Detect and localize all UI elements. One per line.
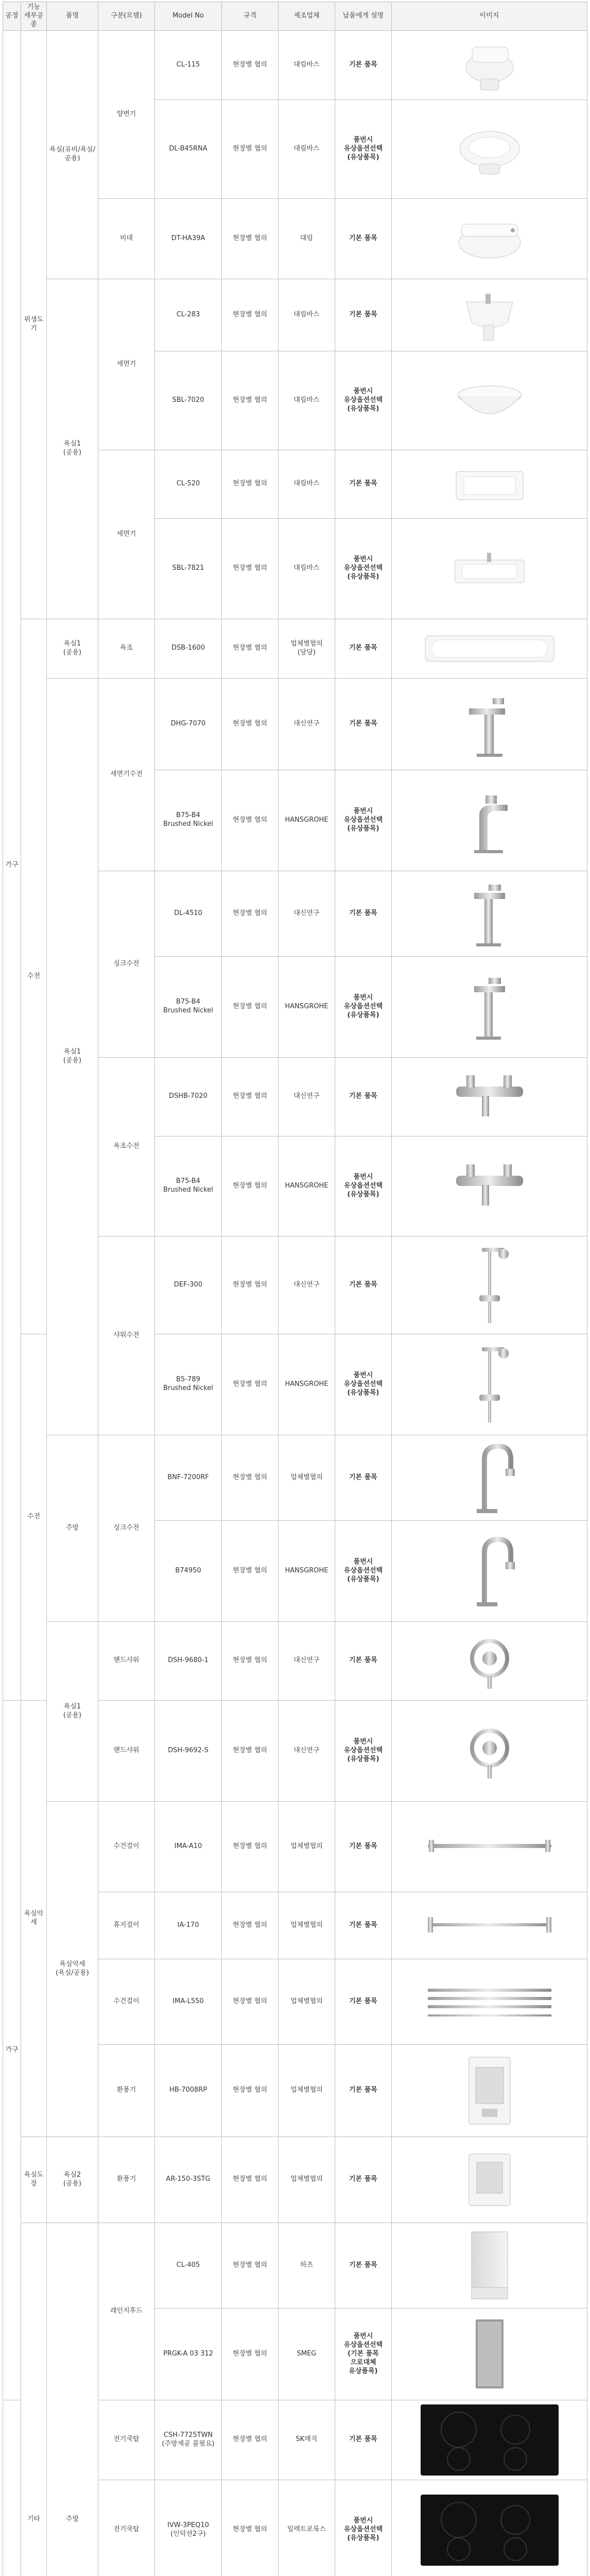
spec-cell: 현장별 협의 (222, 99, 279, 198)
category-cell: 환풍기 (98, 2137, 155, 2223)
finish-cell: 기본 품목 (335, 30, 392, 99)
model-no-cell: CSH-7725TWN (주방제공 불필요) (155, 2400, 222, 2480)
basin-image (393, 286, 585, 343)
work-type-cell: 위생도기 (21, 30, 47, 619)
col-header: 기능 세부공종 (21, 2, 47, 31)
faucet-tall-image (393, 877, 585, 950)
image-cell (392, 198, 587, 279)
finish-cell: 품번시 유상옵션선택 (유상품목) (335, 99, 392, 198)
work-type-cell: 수전 (21, 619, 47, 1334)
category-cell: 욕조수전 (98, 1057, 155, 1236)
table-row (3, 30, 587, 99)
spec-cell: 현장별 협의 (222, 678, 279, 770)
maker-cell: 대신연구 (279, 871, 335, 956)
maker-cell: 업체별협의 (당당) (279, 619, 335, 678)
spec-cell: 현장별 협의 (222, 2044, 279, 2137)
image-cell (392, 2480, 587, 2576)
image-cell (392, 2137, 587, 2223)
maker-cell: HANSGROHE (279, 770, 335, 871)
image-cell (392, 1136, 587, 1236)
maker-cell: 업체별협의 (279, 1801, 335, 1892)
col-header: 납품에게 설명 (335, 2, 392, 31)
spec-cell: 현장별 협의 (222, 351, 279, 450)
towel-bar-image (393, 1834, 585, 1859)
image-cell (392, 1621, 587, 1700)
maker-cell: 대신연구 (279, 678, 335, 770)
hand-shower-image (393, 1630, 585, 1692)
wall-panel-small-image (393, 2149, 585, 2211)
image-cell (392, 2044, 587, 2137)
process-cell (3, 2400, 21, 2576)
spec-cell: 현장별 협의 (222, 30, 279, 99)
model-no-cell: B75-B4 Brushed Nickel (155, 1136, 222, 1236)
category-cell: 양변기 (98, 30, 155, 198)
model-no-cell: BNF-7200RF (155, 1435, 222, 1520)
table-row (3, 678, 587, 770)
spec-cell: 현장별 협의 (222, 2400, 279, 2480)
spec-cell: 현장별 협의 (222, 1236, 279, 1334)
category-cell: 환풍기 (98, 2044, 155, 2137)
maker-cell: 업체별협의 (279, 1892, 335, 1959)
maker-cell: HANSGROHE (279, 956, 335, 1057)
image-cell (392, 871, 587, 956)
model-no-cell: CL-115 (155, 30, 222, 99)
maker-cell: 하츠 (279, 2223, 335, 2308)
spec-cell: 현장별 협의 (222, 1136, 279, 1236)
process-cell: 가구 (3, 30, 21, 1700)
spec-cell: 현장별 협의 (222, 518, 279, 619)
work-type-cell: 욕실악세 (21, 1700, 47, 2137)
table-row (3, 2137, 587, 2223)
spec-cell: 현장별 협의 (222, 619, 279, 678)
image-cell (392, 2400, 587, 2480)
category-cell: 세면기 (98, 279, 155, 450)
model-no-cell: B5-789 Brushed Nickel (155, 1334, 222, 1435)
spec-cell: 현장별 협의 (222, 2308, 279, 2400)
spec-table (3, 2, 587, 2576)
maker-cell: 대신연구 (279, 1700, 335, 1801)
spec-cell: 현장별 협의 (222, 2223, 279, 2308)
model-no-cell: B75-B4 Brushed Nickel (155, 770, 222, 871)
spec-cell: 현장별 협의 (222, 2137, 279, 2223)
model-no-cell: SBL-7821 (155, 518, 222, 619)
finish-cell: 기본 품목 (335, 1892, 392, 1959)
finish-cell: 품번시 유상옵션선택 (유상품목) (335, 956, 392, 1057)
finish-cell: 품번시 유상옵션선택 (유상품목) (335, 770, 392, 871)
model-no-cell: DHG-7070 (155, 678, 222, 770)
spec-cell: 현장별 협의 (222, 1700, 279, 1801)
category-cell: 핸드샤워 (98, 1621, 155, 1700)
table-row (3, 279, 587, 351)
image-cell (392, 1057, 587, 1136)
toilet-image (393, 37, 585, 93)
finish-cell: 기본 품목 (335, 279, 392, 351)
spec-cell: 현장별 협의 (222, 956, 279, 1057)
tall-faucet-image (393, 688, 585, 760)
maker-cell: HANSGROHE (279, 1334, 335, 1435)
image-cell (392, 956, 587, 1057)
image-cell (392, 678, 587, 770)
model-no-cell: DSB-1600 (155, 619, 222, 678)
model-no-cell: CL-405 (155, 2223, 222, 2308)
work-type-cell: 기타 (21, 2223, 47, 2576)
finish-cell: 기본 품목 (335, 2400, 392, 2480)
shower-column-image (393, 1343, 585, 1426)
finish-cell: 기본 품목 (335, 2137, 392, 2223)
spec-cell: 현장별 협의 (222, 1334, 279, 1435)
image-cell (392, 2223, 587, 2308)
finish-cell: 품번시 유상옵션선택 (유상품목) (335, 1334, 392, 1435)
model-no-cell: B75-B4 Brushed Nickel (155, 956, 222, 1057)
maker-cell: 대신연구 (279, 1236, 335, 1334)
maker-cell: 업체별협의 (279, 1959, 335, 2044)
image-cell (392, 351, 587, 450)
maker-cell: HANSGROHE (279, 1136, 335, 1236)
finish-cell: 품번시 유상옵션선택 (유상품목) (335, 1136, 392, 1236)
faucet-tall-image (393, 971, 585, 1043)
faucet-short-image (393, 784, 585, 856)
model-no-cell: IMA-A10 (155, 1801, 222, 1892)
spec-cell: 현장별 협의 (222, 1959, 279, 2044)
maker-cell: SMEG (279, 2308, 335, 2400)
col-header: 구분(모델) (98, 2, 155, 31)
cooktop-image (393, 2401, 585, 2479)
maker-cell: 대림 (279, 198, 335, 279)
image-cell (392, 2308, 587, 2400)
finish-cell: 기본 품목 (335, 2044, 392, 2137)
finish-cell: 기본 품목 (335, 1621, 392, 1700)
image-cell (392, 1959, 587, 2044)
image-cell (392, 1435, 587, 1520)
finish-cell: 기본 품목 (335, 1236, 392, 1334)
model-no-cell: DSHB-7020 (155, 1057, 222, 1136)
range-hood-image (393, 2227, 585, 2304)
towel-rail-image (393, 1910, 585, 1941)
model-no-cell: PRGK-A 03 312 (155, 2308, 222, 2400)
bath-mixer-image (393, 1155, 585, 1217)
smart-toilet-image (393, 121, 585, 177)
col-header: 공정 (3, 2, 21, 31)
towel-shelf-image (393, 1978, 585, 2025)
work-type-cell: 욕실도장 (21, 2137, 47, 2223)
image-cell (392, 99, 587, 198)
category-cell: 전기쿡탑 (98, 2480, 155, 2576)
finish-cell: 기본 품목 (335, 1959, 392, 2044)
maker-cell: 업체별협의 (279, 2137, 335, 2223)
image-cell (392, 1236, 587, 1334)
item-cell: 욕실1 (공용) (47, 279, 98, 619)
item-cell: 욕실2 (공용) (47, 2137, 98, 2223)
hand-shower-image (393, 1720, 585, 1782)
model-no-cell: DL-B45RNA (155, 99, 222, 198)
item-cell: 주방 (47, 2223, 98, 2576)
spec-cell: 현장별 협의 (222, 871, 279, 956)
finish-cell: 품번시 유상옵션선택 (기본 품목 으로대체 유상품목) (335, 2308, 392, 2400)
maker-cell: SK매직 (279, 2400, 335, 2480)
col-header: 이미지 (392, 2, 587, 31)
model-no-cell: B74950 (155, 1520, 222, 1621)
col-header: 제조업체 (279, 2, 335, 31)
maker-cell: 대신연구 (279, 1057, 335, 1136)
category-cell: 샤워수전 (98, 1236, 155, 1435)
col-header: Model No (155, 2, 222, 31)
category-cell: 레인지후드 (98, 2223, 155, 2400)
item-cell: 욕실1 (공용) (47, 678, 98, 1435)
kitchen-faucet-image (393, 1439, 585, 1516)
table-row (3, 1801, 587, 1892)
image-cell (392, 1892, 587, 1959)
maker-cell: 대림바스 (279, 30, 335, 99)
item-cell: 욕실(유비/욕실/공용) (47, 30, 98, 279)
finish-cell: 기본 품목 (335, 2223, 392, 2308)
model-no-cell: DSH-9692-S (155, 1700, 222, 1801)
image-cell (392, 518, 587, 619)
spec-cell: 현장별 협의 (222, 770, 279, 871)
spec-cell: 현장별 협의 (222, 1057, 279, 1136)
spec-cell: 현장별 협의 (222, 198, 279, 279)
maker-cell: 대림바스 (279, 450, 335, 518)
bidet-image (393, 213, 585, 264)
basin-round-image (393, 375, 585, 426)
category-cell: 수건걸이 (98, 1959, 155, 2044)
finish-cell: 품번시 유상옵션선택 (유상품목) (335, 351, 392, 450)
maker-cell: 업체별협의 (279, 2044, 335, 2137)
model-no-cell: IMA-L550 (155, 1959, 222, 2044)
model-no-cell: DT-HA39A (155, 198, 222, 279)
finish-cell: 기본 품목 (335, 450, 392, 518)
category-cell: 욕조 (98, 619, 155, 678)
spec-cell: 현장별 협의 (222, 1520, 279, 1621)
finish-cell: 품번시 유상옵션선택 (유상품목) (335, 2480, 392, 2576)
model-no-cell: DL-4510 (155, 871, 222, 956)
col-header: 규격 (222, 2, 279, 31)
category-cell: 비데 (98, 198, 155, 279)
image-cell (392, 619, 587, 678)
finish-cell: 기본 품목 (335, 198, 392, 279)
image-cell (392, 450, 587, 518)
model-no-cell: IVW-3PEQ10 (인덕션2구) (155, 2480, 222, 2576)
image-cell (392, 279, 587, 351)
maker-cell: 대림바스 (279, 518, 335, 619)
spec-cell: 현장별 협의 (222, 279, 279, 351)
image-cell (392, 770, 587, 871)
model-no-cell: IA-170 (155, 1892, 222, 1959)
category-cell: 핸드샤워 (98, 1700, 155, 1801)
table-row (3, 1621, 587, 1700)
model-no-cell: HB-7008RP (155, 2044, 222, 2137)
image-cell (392, 1700, 587, 1801)
basin-square-image (393, 461, 585, 507)
finish-cell: 품번시 유상옵션선택 (유상품목) (335, 1700, 392, 1801)
item-cell: 욕실1 (공용) (47, 1621, 98, 1801)
table-row (3, 2223, 587, 2308)
kitchen-faucet-image (393, 1532, 585, 1609)
model-no-cell: AR-150-3STG (155, 2137, 222, 2223)
category-cell: 휴지걸이 (98, 1892, 155, 1959)
category-cell: 세면기 (98, 450, 155, 619)
wall-panel-image (393, 2052, 585, 2129)
table-row (3, 619, 587, 678)
model-no-cell: CL-283 (155, 279, 222, 351)
item-cell: 욕실1 (공용) (47, 619, 98, 678)
spec-cell: 현장별 협의 (222, 450, 279, 518)
basin-rect-image (393, 546, 585, 592)
model-no-cell: CL-520 (155, 450, 222, 518)
image-cell (392, 1520, 587, 1621)
bath-mixer-image (393, 1066, 585, 1128)
work-type-cell: 수전 (21, 1334, 47, 1700)
image-cell (392, 1334, 587, 1435)
spec-cell: 현장별 협의 (222, 2480, 279, 2576)
maker-cell: 대림바스 (279, 279, 335, 351)
category-cell: 세면기수전 (98, 678, 155, 871)
maker-cell: 일렉트로룩스 (279, 2480, 335, 2576)
maker-cell: HANSGROHE (279, 1520, 335, 1621)
category-cell: 수건걸이 (98, 1801, 155, 1892)
category-cell: 싱크수전 (98, 1435, 155, 1621)
item-cell: 주방 (47, 1435, 98, 1621)
category-cell: 전기쿡탑 (98, 2400, 155, 2480)
finish-cell: 품번시 유상옵션선택 (유상품목) (335, 1520, 392, 1621)
category-cell: 싱크수전 (98, 871, 155, 1057)
process-cell: 가구 (3, 1700, 21, 2400)
shower-column-image (393, 1244, 585, 1326)
spec-cell: 현장별 협의 (222, 1892, 279, 1959)
finish-cell: 기본 품목 (335, 871, 392, 956)
spec-cell: 현장별 협의 (222, 1801, 279, 1892)
maker-cell: 대신연구 (279, 1621, 335, 1700)
image-cell (392, 30, 587, 99)
finish-cell: 기본 품목 (335, 1801, 392, 1892)
bathtub-image (393, 631, 585, 667)
finish-cell: 기본 품목 (335, 1057, 392, 1136)
table-row (3, 1435, 587, 1520)
finish-cell: 기본 품목 (335, 619, 392, 678)
model-no-cell: DSH-9680-1 (155, 1621, 222, 1700)
maker-cell: 업체별협의 (279, 1435, 335, 1520)
cooktop-image (393, 2492, 585, 2569)
maker-cell: 대림바스 (279, 351, 335, 450)
maker-cell: 대림바스 (279, 99, 335, 198)
model-no-cell: DEF-300 (155, 1236, 222, 1334)
spec-cell: 현장별 협의 (222, 1435, 279, 1520)
header-row (3, 2, 587, 31)
spec-cell: 현장별 협의 (222, 1621, 279, 1700)
finish-cell: 기본 품목 (335, 1435, 392, 1520)
col-header: 품명 (47, 2, 98, 31)
finish-cell: 품번시 유상옵션선택 (유상품목) (335, 518, 392, 619)
image-cell (392, 1801, 587, 1892)
range-hood-slim-image (393, 2315, 585, 2393)
item-cell: 욕실악세 (욕실/공용) (47, 1801, 98, 2137)
model-no-cell: SBL-7020 (155, 351, 222, 450)
finish-cell: 기본 품목 (335, 678, 392, 770)
